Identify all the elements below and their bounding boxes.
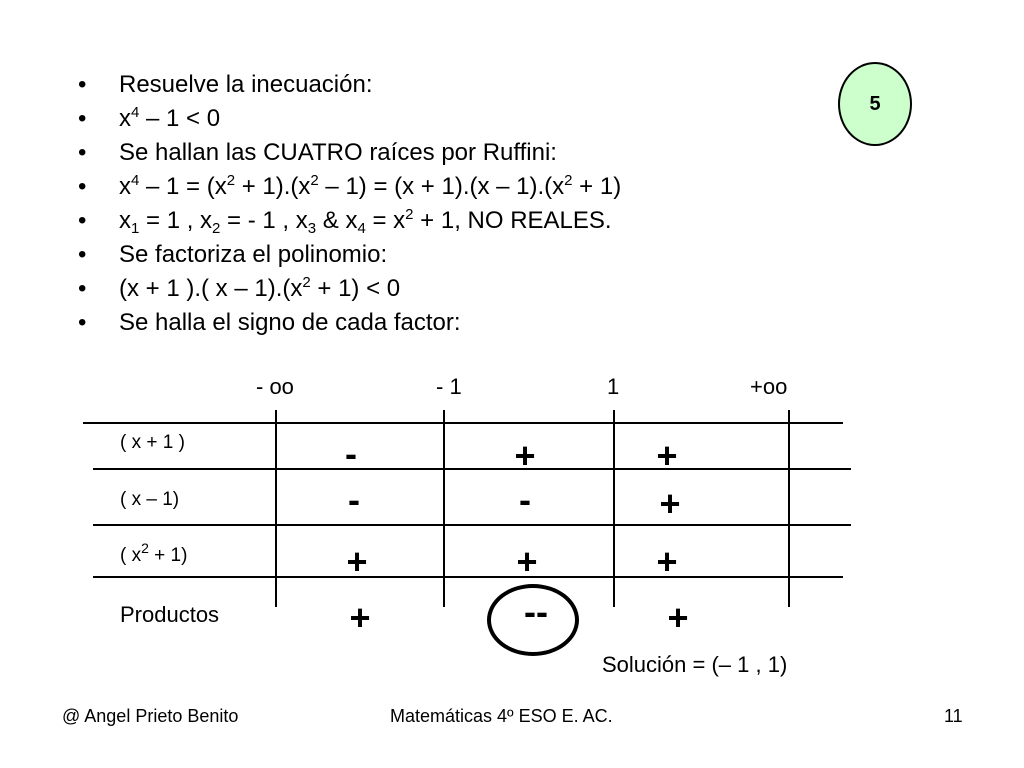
- table-rule-2: [93, 468, 851, 470]
- product-sign-c2: --: [524, 591, 548, 632]
- solution-highlight-ring: [487, 584, 579, 656]
- sign-r2-c2: -: [519, 479, 531, 520]
- row-label-x-minus-1: ( x – 1): [120, 489, 180, 510]
- bullet-statement: • Resuelve la inecuación:: [78, 68, 621, 102]
- bullet-roots-intro: • Se hallan las CUATRO raíces por Ruffini:: [78, 136, 621, 170]
- table-divider-minus-one: [443, 410, 445, 607]
- product-sign-c3: +: [667, 597, 689, 638]
- products-label: Productos: [120, 602, 220, 627]
- bullet-sign-intro: • Se halla el signo de cada factor:: [78, 306, 621, 340]
- bullet-factorization: • $x^4 - 1 = (x^2 + 1).(x^2 - 1) = (x + 1).(x - 1).(x^2 + 1)$: [78, 170, 621, 204]
- sign-r3-c2: +: [516, 541, 538, 582]
- sign-r2-c1: -: [348, 479, 360, 520]
- bullet-factor-intro: • Se factoriza el polinomio:: [78, 238, 621, 272]
- table-rule-3: [93, 524, 851, 526]
- interval-one: 1: [607, 374, 620, 399]
- bullet-list: [78, 68, 621, 340]
- slide-number-badge: [838, 62, 912, 146]
- footer-page-number: 11: [944, 706, 963, 726]
- table-divider-minus-infinity: [275, 410, 277, 607]
- row-label-x-squared-plus-1: ( $x^2 + 1$): [120, 540, 188, 566]
- sign-r1-c3: +: [656, 435, 678, 476]
- sign-r1-c2: +: [514, 435, 536, 476]
- table-divider-one: [613, 410, 615, 607]
- badge-number: 5: [869, 92, 881, 115]
- row-label-x-plus-1: ( x + 1 ): [120, 432, 185, 453]
- table-rule-top: [83, 422, 843, 424]
- bullet-inequation: • $x^4 - 1 < 0$: [78, 102, 621, 136]
- sign-r2-c3: +: [659, 483, 681, 524]
- solution-text: Solución = (– 1 , 1): [602, 652, 788, 677]
- bullet-factored-inequation: • (x + 1 ).( $x - 1).(x^2 + 1) < 0$: [78, 272, 621, 306]
- table-rule-bottom: [93, 576, 843, 578]
- sign-r1-c1: -: [345, 433, 357, 474]
- bullet-roots: • $x_1 = 1$ , $x_2$ = - 1 , $x_3$ & $x_4 = x^2 + 1$, NO REALES.: [78, 204, 621, 238]
- product-sign-c1: +: [349, 597, 371, 638]
- sign-r3-c3: +: [656, 541, 678, 582]
- interval-minus-one: - 1: [436, 374, 462, 399]
- sign-r3-c1: +: [346, 541, 368, 582]
- interval-plus-infinity: +oo: [750, 374, 788, 399]
- footer-course: Matemáticas 4º ESO E. AC.: [390, 706, 613, 726]
- footer-author: @ Angel Prieto Benito: [62, 706, 239, 726]
- interval-minus-infinity: - oo: [256, 374, 294, 399]
- table-divider-plus-infinity: [788, 410, 790, 607]
